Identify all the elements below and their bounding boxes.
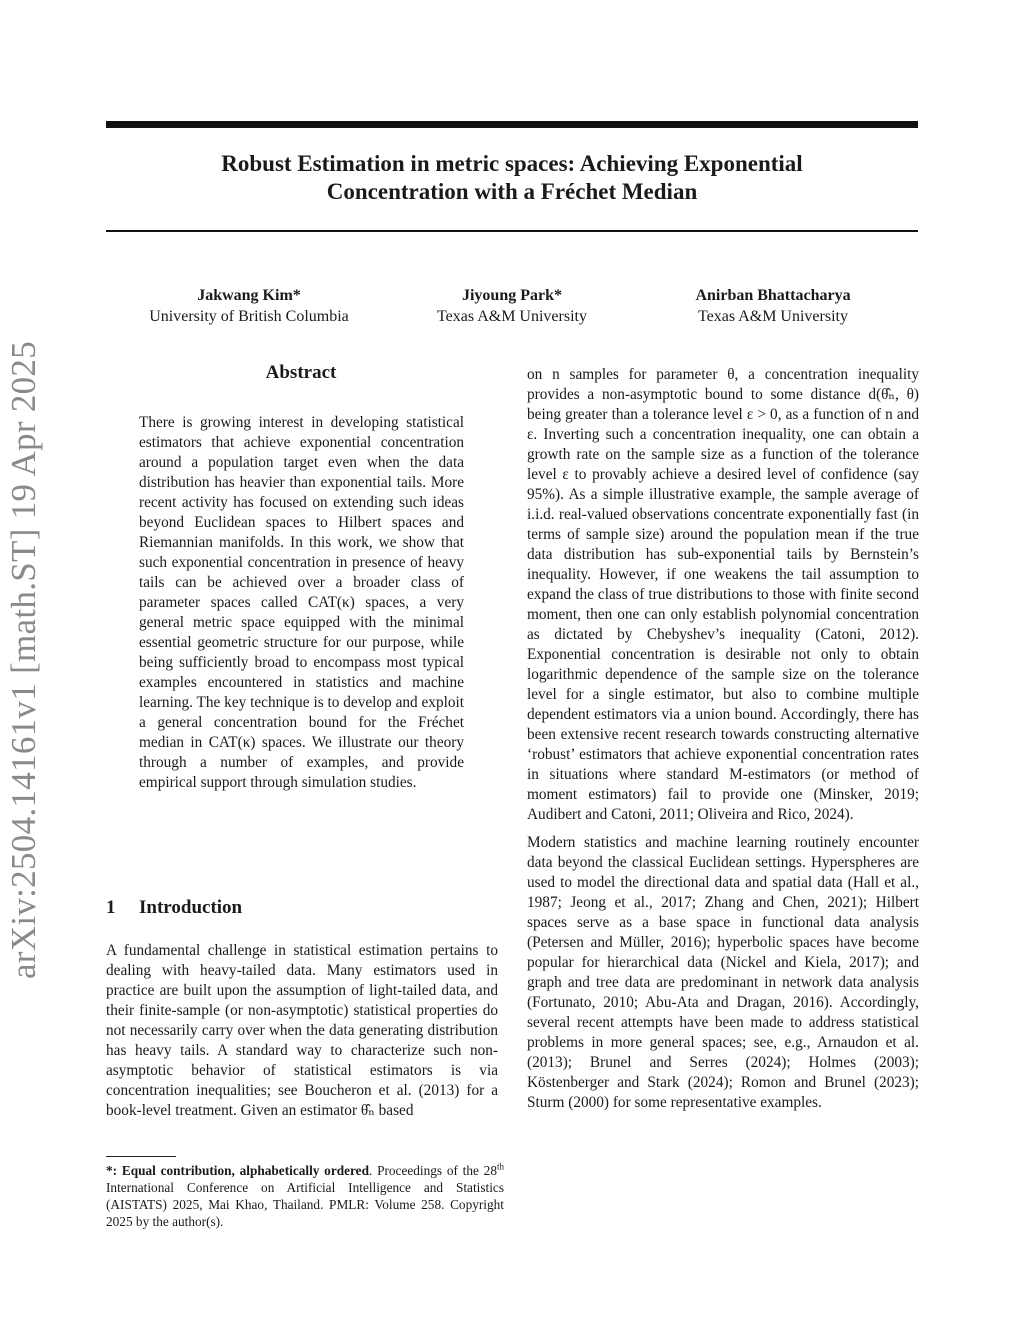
author-name: Jakwang Kim* [197,287,301,304]
footnote-text-b: International Conference on Artificial Intelligence and Statistics (AISTATS) 2025, Mai Khao, Thailand. PMLR: Volume 258. Copyright 2025 by the author(s). [106,1180,504,1229]
abstract-heading: Abstract [265,362,337,383]
author-affiliation: Texas A&M University [437,308,587,325]
author-name: Jiyoung Park* [461,287,562,304]
author-block-1 [120,285,378,327]
author-affiliation: Texas A&M University [698,308,848,325]
paper-title [106,150,918,206]
intro-right-column [527,365,919,1113]
footnote-text-a: . Proceedings of the 28 [368,1163,497,1178]
section-number: 1 [106,897,116,918]
footnote-rule [106,1156,176,1157]
title-rule-top [106,121,918,128]
author-block-3 [660,285,886,327]
author-affiliation: University of British Columbia [149,308,349,325]
abstract-text: There is growing interest in developing statistical estimators that achieve exponential concentration around a population target even when the data distribution has heavier than exponential tails. More recent activity has focused on extending such ideas beyond Euclidean spaces to Hilbert spaces and Riemannian manifolds. In this work, we show that such exponential concentration in presence of heavy tails can be achieved over a broader class of parameter spaces called CAT(κ) spaces, a very general metric space equipped with the minimal essential geometric structure for our purpose, while being sufficiently broad to encompass most typical examples encountered in statistics and machine learning. The key technique is to develop and exploit a general concentration bound for the Fréchet median in CAT(κ) spaces. We illustrate our theory through a number of examples, and provide empirical support through simulation studies. [139,414,464,791]
footnote-sup: th [496,1161,504,1172]
title-line-1: Robust Estimation in metric spaces: Achieving Exponential [221,151,803,176]
intro-paragraph-2: on n samples for parameter θ, a concentration inequality provides a non-asymptotic bound to some distance d(θ̂ₙ, θ) being greater than a tolerance level ε > 0, as a function of n and ε. Inverting such a concentration inequality, one can obtain a growth rate on the sample size as a function of the tolerance level ε to provably achieve a desired level of confidence (say 95%). As a simple illustrative example, the sample average of i.i.d. real-valued observations concentrate exponentially fast (in terms of sample size) around the population mean if the true data distribution has sub-exponential tails by Bernstein’s inequality. However, if one weakens the tail assumption to expand the class of true distributions to those with finite second moment, then one can only establish polynomial concentration as dictated by Chebyshev’s inequality (Catoni, 2012). Exponential concentration is desirable not only to obtain logarithmic dependence of the sample size on the tolerance level for a single estimator, but also to combine multiple dependent estimators via a union bound. Accordingly, there has been extensive recent research towards constructing alternative ‘robust’ estimators that achieve exponential concentration rates in situations where standard M-estimators (or method of moment estimators) fail to provide one (Minsker, 2019; Audibert and Catoni, 2011; Oliveira and Rico, 2024). [527,366,919,823]
intro-left-column [106,941,498,1121]
title-rule-bottom [106,230,918,232]
title-line-2: Concentration with a Fréchet Median [326,179,698,204]
arxiv-stamp: arXiv:2504.14161v1 [math.ST] 19 Apr 2025 [4,340,43,980]
author-block-2 [402,285,622,327]
section-title: Introduction [139,897,243,918]
footnote-bold: *: Equal contribution, alphabetically ordered [106,1163,369,1178]
section-heading [106,897,242,919]
intro-paragraph-3: Modern statistics and machine learning routinely encounter data beyond the classical Euclidean settings. Hyperspheres are used to model the directional data and spatial data (Hall et al., 1987; Jeong et al., 2017; Zhang and Chen, 2021); Hilbert spaces serve as a base space in functional data analysis (Petersen and Müller, 2016); hyperbolic spaces have become popular for hierarchical data (Nickel and Kiela, 2017); and graph and tree data are predominant in network data analysis (Fortunato, 2010; Abu-Ata and Dragan, 2016). Accordingly, several recent attempts have been made to address statistical problems in more general spaces; see, e.g., Arnaudon et al. (2013); Brunel and Serres (2024); Holmes (2003); Köstenberger and Stark (2024); Romon and Brunel (2023); Sturm (2000) for some representative examples. [527,834,919,1111]
author-name: Anirban Bhattacharya [695,287,851,304]
footnote [106,1162,504,1230]
intro-paragraph-1: A fundamental challenge in statistical estimation pertains to dealing with heavy-tailed data. Many estimators used in practice are built upon the assumption of light-tailed data, and their finite-sample (or non-asymptotic) statistical properties do not necessarily carry over when the data generating distribution has heavy tails. A standard way to characterize such non-asymptotic behavior of statistical estimators is via concentration inequalities; see Boucheron et al. (2013) for a book-level treatment. Given an estimator θ̂ₙ based [106,942,498,1119]
